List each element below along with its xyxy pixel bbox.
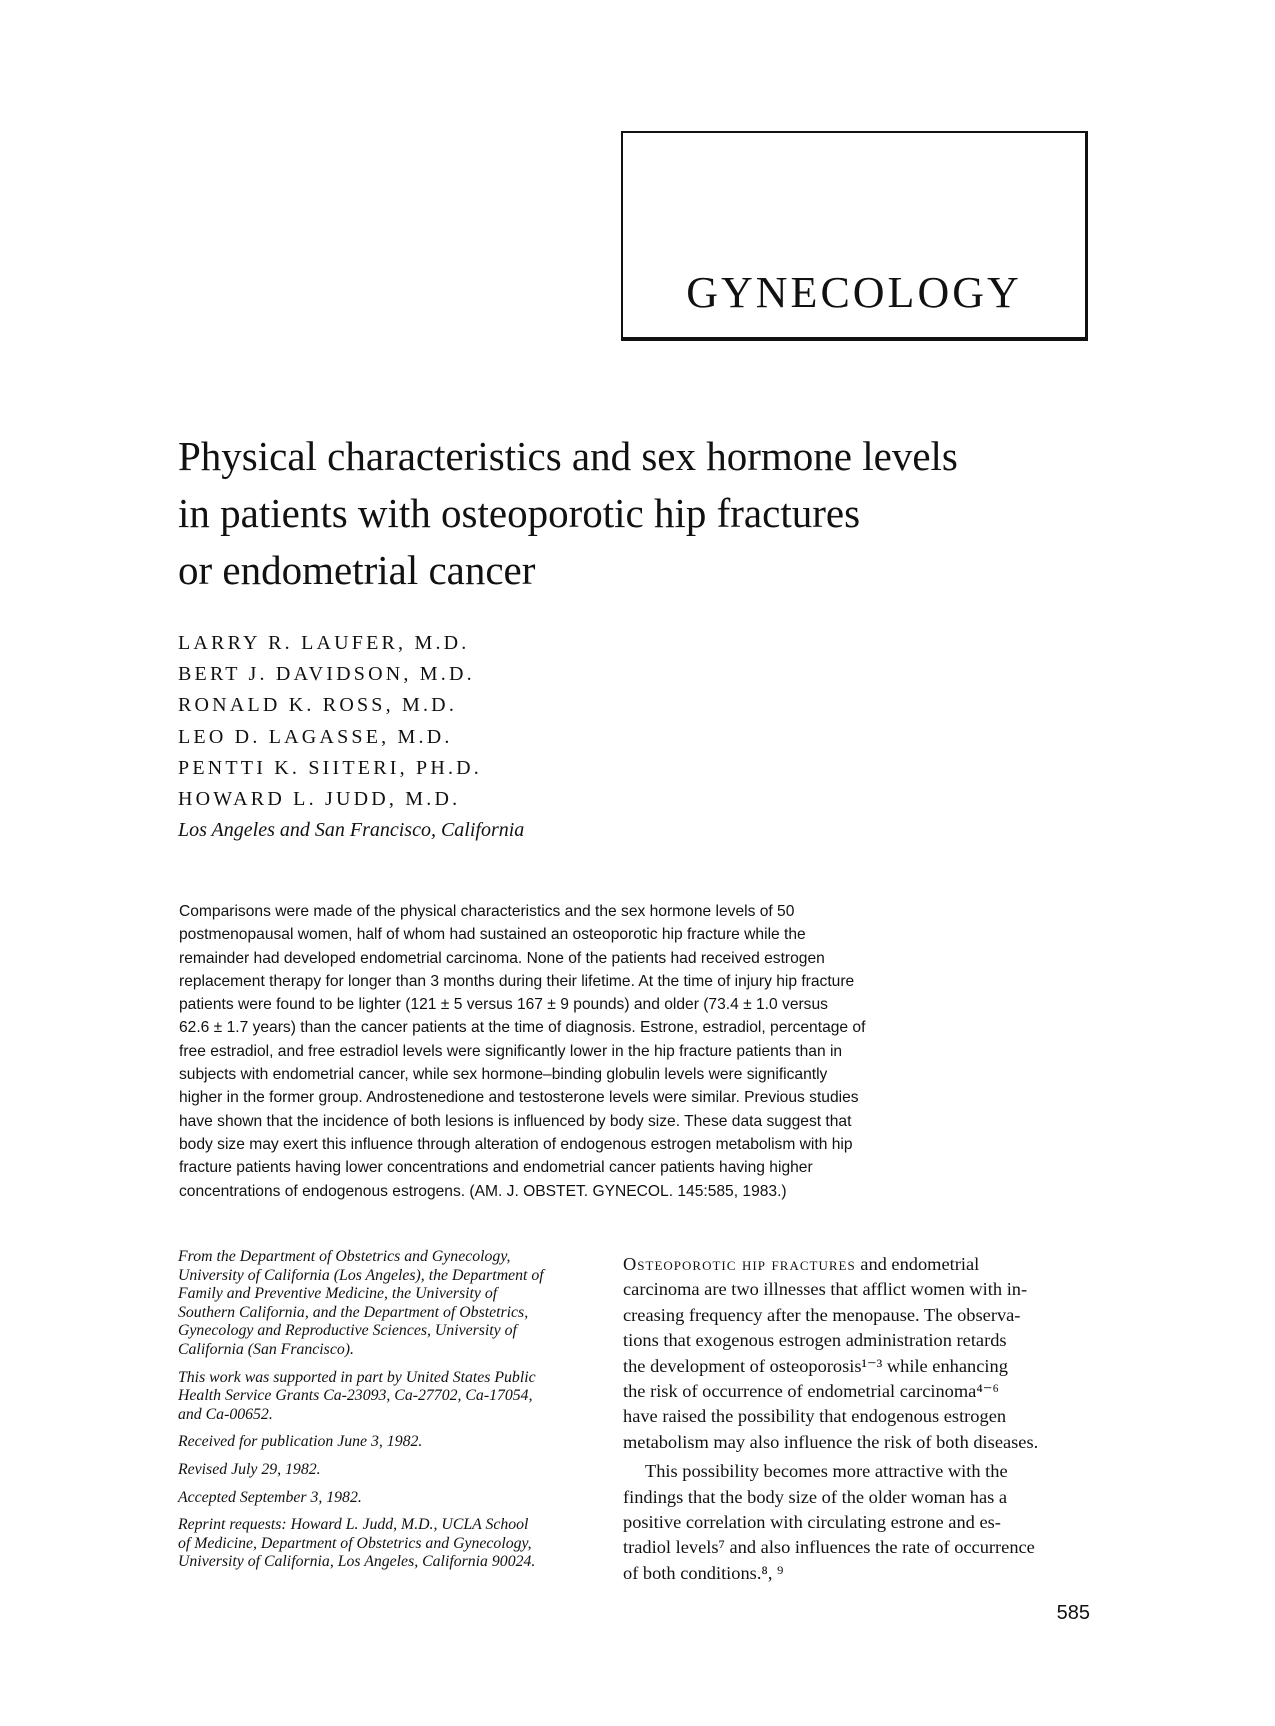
abstract-line: Comparisons were made of the physical characteristics and the sex hormone levels of 50 [179,903,795,920]
author-list [178,628,878,846]
abstract-line: have shown that the incidence of both lesions is influenced by body size. These data suggest that [179,1112,852,1130]
abstract-line: patients were found to be lighter (121 ± 5 versus 167 ± 9 pounds) and older (73.4 ± 1.0 versus [179,996,828,1014]
footnote-line: From the Department of Obstetrics and Gynecology, [178,1248,511,1265]
abstract-line: replacement therapy for longer than 3 months during their lifetime. At the time of injury hip fracture [179,972,855,990]
body-line: tradiol levels⁷ and also influences the rate of occurrence [623,1537,1035,1558]
abstract-line: subjects with endometrial cancer, while sex hormone–binding globulin levels were significantly [179,1066,828,1084]
section-label: GYNECOLOGY [686,268,1022,317]
abstract-line: fracture patients having lower concentrations and endometrial cancer patients having higher [179,1159,813,1177]
footnote-line: and Ca-00652. [178,1405,273,1423]
footnote-line: California (San Francisco). [178,1340,354,1358]
author-name: LARRY R. LAUFER, M.D. [178,632,470,654]
body-line: creasing frequency after the menopause. The observa- [623,1304,1021,1325]
body-line: have raised the possibility that endogenous estrogen [623,1406,1007,1427]
author-name: PENTTI K. SIITERI, PH.D. [178,756,483,779]
footnote-line: of Medicine, Department of Obstetrics and Gynecology, [178,1534,532,1552]
title-line: in patients with osteoporotic hip fractures [178,490,861,536]
author-name: RONALD K. ROSS, M.D. [178,694,458,717]
body-line: This possibility becomes more attractive with the [645,1461,1008,1482]
footnote-line: Received for publication June 3, 1982. [178,1433,423,1451]
footnote-line: Accepted September 3, 1982. [178,1488,362,1506]
body-text [623,1252,1091,1586]
abstract-line: higher in the former group. Androstenedione and testosterone levels were similar. Previous studies [179,1089,859,1107]
section-header-box [621,131,1088,341]
lead-smallcaps: Osteoporotic hip fractures [623,1254,856,1274]
author-affiliation: Los Angeles and San Francisco, California [178,819,525,842]
body-line: findings that the body size of the older woman has a [623,1486,1008,1507]
abstract-line: 62.6 ± 1.7 years) than the cancer patients at the time of diagnosis. Estrone, estradiol, percentage of [179,1019,866,1037]
body-line: metabolism may also influence the risk of both diseases. [623,1431,1039,1452]
footnote-received [178,1433,598,1452]
abstract [179,900,1089,1203]
footnote-line: University of California, Los Angeles, California 90024. [178,1553,536,1571]
footnote-reprint-requests [178,1516,598,1572]
body-line-text: and endometrial [855,1254,980,1274]
article-title [178,428,1078,599]
page-number: 585 [1056,1602,1090,1624]
author-name: HOWARD L. JUDD, M.D. [178,788,461,811]
body-line: the risk of occurrence of endometrial carcinoma⁴⁻⁶ [623,1381,999,1402]
footnote-accepted [178,1489,598,1508]
abstract-line: postmenopausal women, half of whom had sustained an osteoporotic hip fracture while the [179,926,806,944]
abstract-line: concentrations of endogenous estrogens. (AM. J. OBSTET. GYNECOL. 145:585, 1983.) [179,1182,787,1200]
body-line [623,1252,1091,1277]
abstract-line: remainder had developed endometrial carcinoma. None of the patients had received estrogen [179,949,825,967]
footnote-line: This work was supported in part by United States Public [178,1368,536,1386]
footnote-line: Family and Preventive Medicine, the University of [178,1285,498,1303]
body-line: tions that exogenous estrogen administration retards [623,1330,1007,1351]
body-line: the development of osteoporosis¹⁻³ while enhancing [623,1355,1008,1376]
body-line: positive correlation with circulating estrone and es- [623,1512,1001,1533]
footnote-funding [178,1369,598,1425]
author-name: BERT J. DAVIDSON, M.D. [178,663,475,686]
abstract-line: free estradiol, and free estradiol levels were significantly lower in the hip fracture patients than in [179,1042,843,1060]
footnotes [178,1248,598,1581]
author-name: LEO D. LAGASSE, M.D. [178,725,453,748]
title-line: Physical characteristics and sex hormone levels [178,433,958,479]
footnote-line: Reprint requests: Howard L. Judd, M.D., UCLA School [178,1516,529,1534]
body-line: of both conditions.⁸, ⁹ [623,1562,784,1583]
footnote-line: Health Service Grants Ca-23093, Ca-27702, Ca-17054, [178,1387,533,1405]
footnote-affiliations [178,1248,598,1360]
footnote-line: University of California (Los Angeles), the Department of [178,1266,544,1284]
abstract-line: body size may exert this influence through alteration of endogenous estrogen metabolism with hip [179,1135,853,1153]
title-line: or endometrial cancer [178,547,536,593]
footnote-line: Revised July 29, 1982. [178,1460,321,1478]
footnote-line: Southern California, and the Department of Obstetrics, [178,1303,529,1321]
footnote-revised [178,1461,598,1480]
body-line: carcinoma are two illnesses that afflict women with in- [623,1279,1028,1300]
footnote-line: Gynecology and Reproductive Sciences, University of [178,1322,517,1340]
